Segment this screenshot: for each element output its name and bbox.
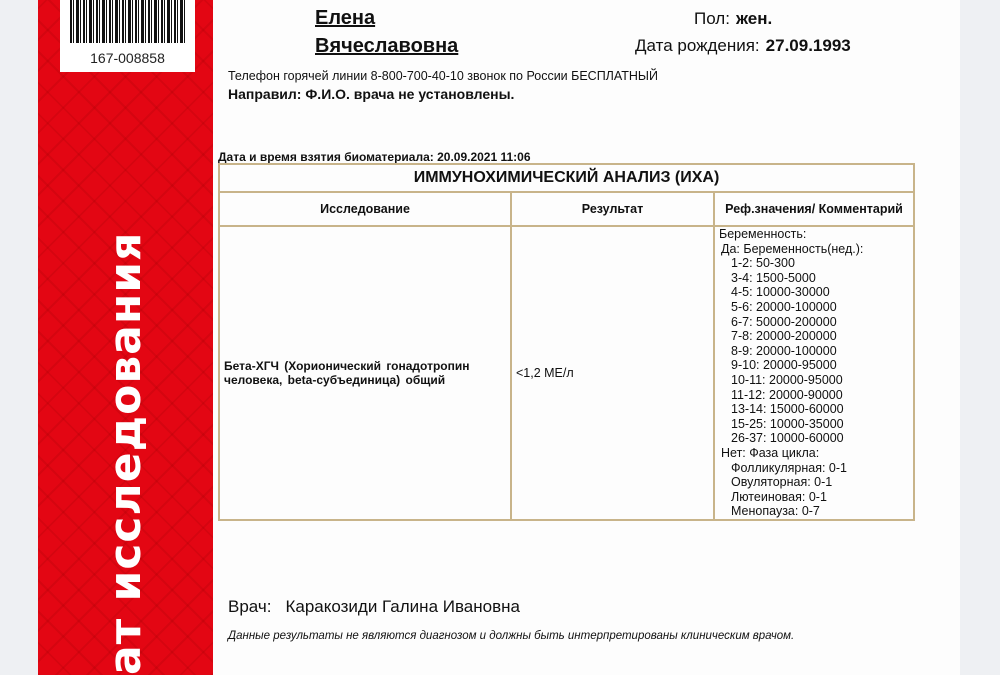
sample-datetime: Дата и время взятия биоматериала: 20.09.2021 11:06 [218,150,531,164]
table-title: ИММУНОХИМИЧЕСКИЙ АНАЛИЗ (ИХА) [219,164,914,192]
directed-by: Направил: Ф.И.О. врача не установлены. [228,86,515,102]
column-header-reference: Реф.значения/ Комментарий [714,192,914,226]
sex-value: жен. [735,9,773,28]
ref-week: 1-2: 50-300 [731,256,795,271]
doctor [228,597,520,617]
result-value: <1,2 МЕ/л [511,226,714,520]
barcode-number: 167-008858 [90,50,165,66]
reference-values [714,226,914,520]
patient-dob [635,36,851,56]
hotline-text: Телефон горячей линии 8-800-700-40-10 звонок по России БЕСПЛАТНЫЙ [228,69,658,83]
patient-first-name: Елена [315,7,376,29]
patient-patronymic: Вячеславовна [315,35,459,57]
ref-week: 10-11: 20000-95000 [731,372,843,387]
ref-week: 3-4: 1500-5000 [731,270,816,285]
table-row [219,226,914,520]
column-header-result: Результат [511,192,714,226]
sex-label: Пол: [694,9,730,28]
ref-week: 5-6: 20000-100000 [731,299,837,314]
doctor-name: Каракозиди Галина Ивановна [285,597,520,616]
patient-sex [694,9,772,29]
ref-week: 7-8: 20000-200000 [731,329,837,344]
results-table [218,163,915,521]
dob-label: Дата рождения: [635,36,760,55]
ref-phase: Лютеиновая: 0-1 [731,489,827,504]
barcode-icon [70,0,185,43]
ref-week: 9-10: 20000-95000 [731,358,837,373]
ref-phase: Фолликулярная: 0-1 [731,460,847,475]
ref-phase: Овуляторная: 0-1 [731,475,833,490]
brand-strip [38,0,213,675]
disclaimer: Данные результаты не являются диагнозом и должны быть интерпретированы клиническим врачом. [228,630,795,642]
ref-yes-label: Да: Беременность(нед.): [721,241,864,256]
ref-week: 11-12: 20000-90000 [731,387,843,402]
ref-week: 13-14: 15000-60000 [731,402,844,417]
ref-week: 8-9: 20000-100000 [731,343,837,358]
column-header-study: Исследование [219,192,511,226]
study-name: Бета-ХГЧ (Хорионический гонадотропин человека, beta-субъединица) общий [219,226,511,520]
doctor-label: Врач: [228,597,272,616]
ref-week: 15-25: 10000-35000 [731,416,844,431]
dob-value: 27.09.1993 [765,36,851,55]
ref-phase: Менопауза: 0-7 [731,504,820,519]
ref-week: 26-37: 10000-60000 [731,431,844,446]
ref-no-label: Нет: Фаза цикла: [721,445,820,460]
ref-week: 4-5: 10000-30000 [731,285,830,300]
barcode [60,0,195,72]
strip-title: ат исследования [100,231,151,675]
ref-week: 6-7: 50000-200000 [731,314,837,329]
result-document [38,0,960,675]
ref-heading: Беременность: [719,227,807,241]
